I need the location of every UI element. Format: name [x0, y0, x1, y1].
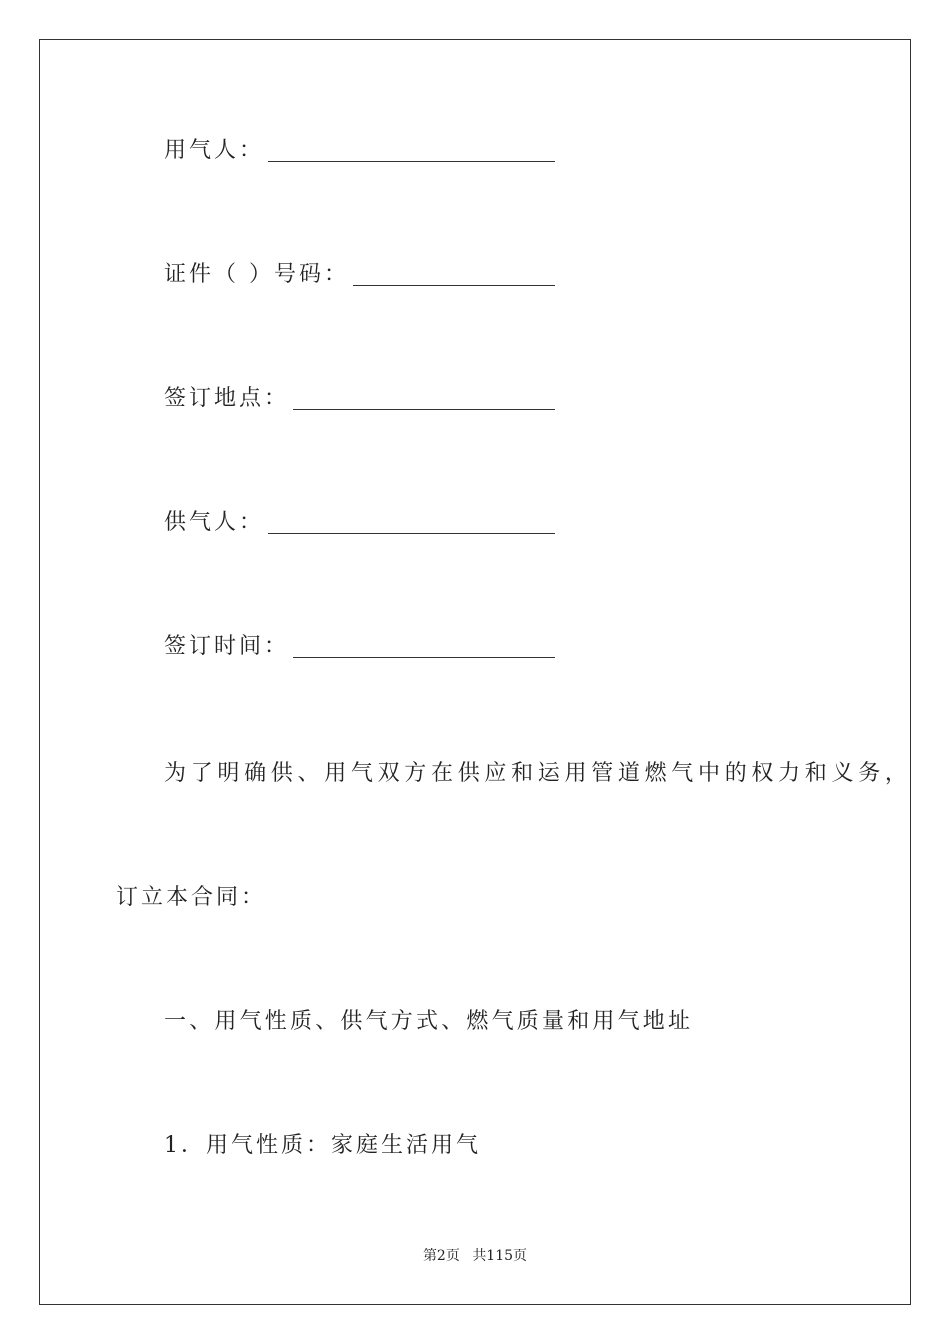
footer-total-pages: 共115页 [472, 1248, 528, 1264]
field-id-number-label: 证件（ ）号码： [164, 262, 349, 287]
field-sign-place-label: 签订地点： [164, 386, 290, 411]
section-heading: 一、用气性质、供气方式、燃气质量和用气地址 [164, 1009, 694, 1034]
page-frame [39, 39, 911, 1305]
paragraph-line-2: 订立本合同： [116, 885, 267, 910]
field-supplier-blank[interactable] [268, 511, 555, 534]
field-sign-time [164, 632, 555, 662]
field-id-number [164, 260, 555, 290]
field-user-label: 用气人： [164, 138, 265, 163]
field-sign-time-label: 签订时间： [164, 634, 290, 659]
page-footer [0, 1247, 950, 1265]
field-supplier-label: 供气人： [164, 510, 265, 535]
paragraph-line-1: 为了明确供、用气双方在供应和运用管道燃气中的权力和义务， [164, 761, 912, 786]
field-user-blank[interactable] [268, 139, 555, 162]
field-id-number-blank[interactable] [353, 263, 555, 286]
field-sign-place-blank[interactable] [293, 387, 555, 410]
field-supplier [164, 508, 555, 538]
field-user [164, 136, 555, 166]
field-sign-place [164, 384, 555, 414]
item-1: 1．用气性质：家庭生活用气 [164, 1133, 481, 1158]
footer-current-page: 第2页 [422, 1248, 460, 1264]
field-sign-time-blank[interactable] [293, 635, 555, 658]
